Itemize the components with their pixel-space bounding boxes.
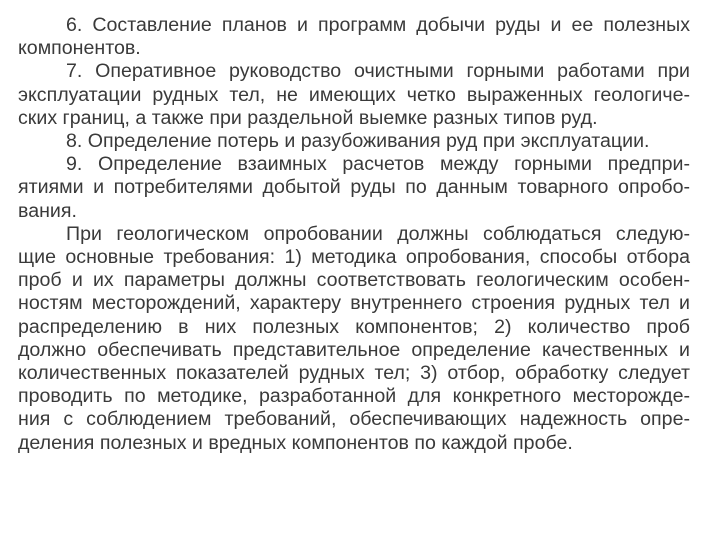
text-line: ских границ, а также при раздельной выемке разных типов руд. <box>18 106 598 129</box>
text-line: количественных показателей рудных тел; 3) отбор, обработку следует <box>18 362 690 385</box>
paragraph-item-9 <box>18 153 690 223</box>
text-line: ятиями и потребителями добытой руды по данным товарного опробо- <box>18 176 690 199</box>
paragraph-item-7 <box>18 60 690 130</box>
text-line: проб и их параметры должны соответствовать геологическим особен- <box>18 269 690 292</box>
document-text <box>18 14 690 455</box>
text-line: При геологическом опробовании должны соблюдаться следую- <box>66 222 690 245</box>
text-line: 9. Определение взаимных расчетов между горными предпри- <box>66 153 690 176</box>
text-line: 7. Оперативное руководство очистными горными работами при <box>66 60 690 83</box>
text-line: деления полезных и вредных компонентов по каждой пробе. <box>18 431 573 454</box>
text-line: эксплуатации рудных тел, не имеющих четко выраженных геологиче- <box>18 83 690 106</box>
paragraph-item-8 <box>18 130 690 153</box>
text-line: распределению в них полезных компонентов; 2) количество проб <box>18 315 690 338</box>
text-line: компонентов. <box>18 37 141 60</box>
text-line: ностям месторождений, характеру внутреннего строения рудных тел и <box>18 292 690 315</box>
text-line: 8. Определение потерь и разубоживания руд при эксплуатации. <box>66 130 650 153</box>
text-line: щие основные требования: 1) методика опробования, способы отбора <box>18 246 690 269</box>
paragraph-item-6 <box>18 14 690 60</box>
text-line: должно обеспечивать представительное определение качественных и <box>18 338 690 361</box>
text-line: ния с соблюдением требований, обеспечивающих надежность опре- <box>18 408 690 431</box>
paragraph-requirements <box>18 223 690 455</box>
text-line: проводить по методике, разработанной для конкретного месторожде- <box>18 385 690 408</box>
text-line: вания. <box>18 199 77 222</box>
text-line: 6. Составление планов и программ добычи руды и ее полезных <box>66 14 690 36</box>
